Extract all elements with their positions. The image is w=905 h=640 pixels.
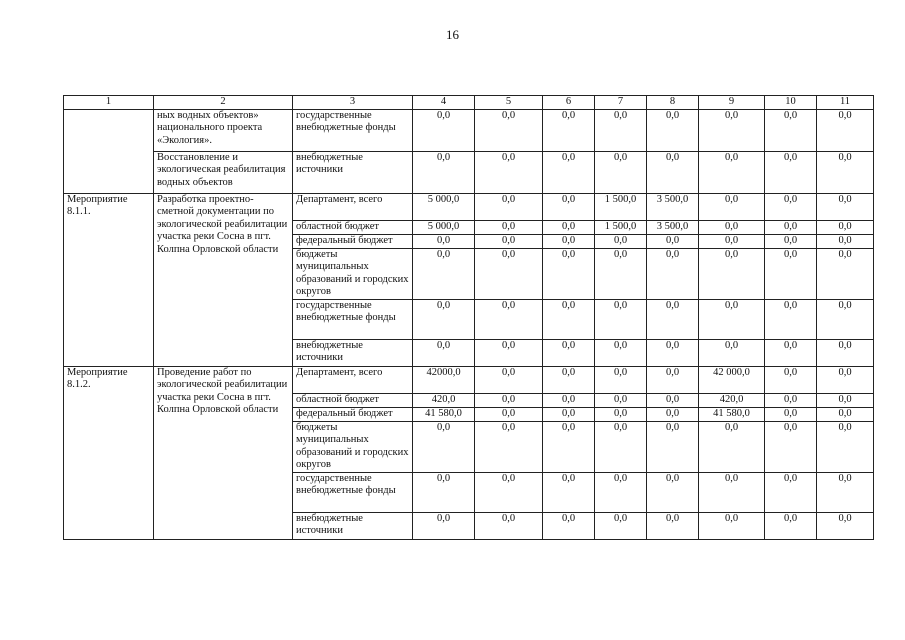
amount-cell: 0,0 <box>647 407 699 421</box>
funding-source-cell: бюджеты муниципальных образований и городских округов <box>293 421 413 472</box>
amount-cell: 0,0 <box>647 248 699 299</box>
description-cell: Разработка проектно-сметной документации по экологической реабилитации участка реки Сосна в пгт. Колпна Орловской области <box>154 193 293 366</box>
amount-cell: 0,0 <box>699 151 765 193</box>
amount-cell: 0,0 <box>413 299 475 339</box>
amount-cell: 0,0 <box>543 472 595 512</box>
column-header: 8 <box>647 96 699 110</box>
amount-cell: 0,0 <box>817 472 874 512</box>
amount-cell: 0,0 <box>817 109 874 151</box>
amount-cell: 0,0 <box>475 421 543 472</box>
amount-cell: 0,0 <box>647 512 699 539</box>
amount-cell: 3 500,0 <box>647 193 699 220</box>
amount-cell: 0,0 <box>543 193 595 220</box>
funding-source-cell: Департамент, всего <box>293 366 413 393</box>
amount-cell: 0,0 <box>765 234 817 248</box>
amount-cell: 0,0 <box>647 109 699 151</box>
amount-cell: 0,0 <box>475 339 543 366</box>
amount-cell: 0,0 <box>765 339 817 366</box>
amount-cell: 0,0 <box>543 339 595 366</box>
amount-cell: 0,0 <box>595 472 647 512</box>
amount-cell: 42000,0 <box>413 366 475 393</box>
amount-cell: 0,0 <box>817 151 874 193</box>
amount-cell: 0,0 <box>817 407 874 421</box>
amount-cell: 0,0 <box>475 220 543 234</box>
description-cell: Восстановление и экологическая реабилитация водных объектов <box>154 151 293 193</box>
table-row <box>64 151 874 193</box>
amount-cell: 0,0 <box>817 366 874 393</box>
amount-cell: 0,0 <box>817 512 874 539</box>
amount-cell: 0,0 <box>475 512 543 539</box>
amount-cell: 0,0 <box>765 248 817 299</box>
amount-cell: 0,0 <box>595 407 647 421</box>
description-cell: ных водных объектов» национального проекта «Экология». <box>154 109 293 151</box>
amount-cell: 1 500,0 <box>595 193 647 220</box>
amount-cell: 5 000,0 <box>413 220 475 234</box>
amount-cell: 0,0 <box>413 151 475 193</box>
amount-cell: 0,0 <box>817 299 874 339</box>
amount-cell: 0,0 <box>595 512 647 539</box>
amount-cell: 0,0 <box>647 393 699 407</box>
funding-source-cell: государственные внебюджетные фонды <box>293 472 413 512</box>
measure-cell <box>64 109 154 193</box>
column-header: 7 <box>595 96 647 110</box>
funding-source-cell: федеральный бюджет <box>293 234 413 248</box>
amount-cell: 0,0 <box>543 299 595 339</box>
amount-cell: 0,0 <box>699 512 765 539</box>
amount-cell: 420,0 <box>699 393 765 407</box>
amount-cell: 0,0 <box>475 393 543 407</box>
funding-source-cell: Департамент, всего <box>293 193 413 220</box>
amount-cell: 0,0 <box>765 472 817 512</box>
amount-cell: 0,0 <box>647 366 699 393</box>
amount-cell: 0,0 <box>475 407 543 421</box>
amount-cell: 0,0 <box>765 193 817 220</box>
funding-source-cell: бюджеты муниципальных образований и городских округов <box>293 248 413 299</box>
amount-cell: 0,0 <box>413 421 475 472</box>
column-header: 5 <box>475 96 543 110</box>
amount-cell: 0,0 <box>543 366 595 393</box>
amount-cell: 0,0 <box>765 512 817 539</box>
funding-source-cell: государственные внебюджетные фонды <box>293 299 413 339</box>
amount-cell: 0,0 <box>817 193 874 220</box>
amount-cell: 41 580,0 <box>413 407 475 421</box>
amount-cell: 0,0 <box>765 151 817 193</box>
amount-cell: 0,0 <box>699 299 765 339</box>
amount-cell: 0,0 <box>765 299 817 339</box>
amount-cell: 0,0 <box>543 248 595 299</box>
amount-cell: 1 500,0 <box>595 220 647 234</box>
column-header: 3 <box>293 96 413 110</box>
amount-cell: 0,0 <box>413 472 475 512</box>
amount-cell: 0,0 <box>817 393 874 407</box>
amount-cell: 0,0 <box>765 407 817 421</box>
amount-cell: 42 000,0 <box>699 366 765 393</box>
amount-cell: 0,0 <box>817 421 874 472</box>
amount-cell: 0,0 <box>475 472 543 512</box>
funding-source-cell: федеральный бюджет <box>293 407 413 421</box>
amount-cell: 0,0 <box>647 151 699 193</box>
amount-cell: 0,0 <box>699 109 765 151</box>
amount-cell: 0,0 <box>699 234 765 248</box>
amount-cell: 0,0 <box>765 220 817 234</box>
amount-cell: 0,0 <box>647 299 699 339</box>
amount-cell: 0,0 <box>475 109 543 151</box>
amount-cell: 0,0 <box>595 299 647 339</box>
amount-cell: 0,0 <box>699 248 765 299</box>
amount-cell: 0,0 <box>817 234 874 248</box>
amount-cell: 0,0 <box>595 151 647 193</box>
amount-cell: 0,0 <box>543 421 595 472</box>
measure-cell: Мероприятие 8.1.2. <box>64 366 154 539</box>
amount-cell: 0,0 <box>543 393 595 407</box>
amount-cell: 0,0 <box>647 472 699 512</box>
amount-cell: 0,0 <box>595 109 647 151</box>
amount-cell: 0,0 <box>699 193 765 220</box>
amount-cell: 5 000,0 <box>413 193 475 220</box>
column-header: 9 <box>699 96 765 110</box>
amount-cell: 0,0 <box>817 248 874 299</box>
amount-cell: 0,0 <box>765 366 817 393</box>
funding-source-cell: государственные внебюджетные фонды <box>293 109 413 151</box>
amount-cell: 0,0 <box>699 421 765 472</box>
funding-source-cell: внебюджетные источники <box>293 339 413 366</box>
amount-cell: 0,0 <box>543 234 595 248</box>
amount-cell: 0,0 <box>817 339 874 366</box>
table-row <box>64 109 874 151</box>
page-number: 16 <box>446 27 459 42</box>
amount-cell: 0,0 <box>647 234 699 248</box>
amount-cell: 0,0 <box>543 512 595 539</box>
amount-cell: 0,0 <box>765 393 817 407</box>
amount-cell: 0,0 <box>413 339 475 366</box>
amount-cell: 0,0 <box>595 421 647 472</box>
amount-cell: 0,0 <box>647 421 699 472</box>
amount-cell: 0,0 <box>475 299 543 339</box>
table-row <box>64 366 874 393</box>
table-row <box>64 193 874 220</box>
amount-cell: 0,0 <box>699 339 765 366</box>
amount-cell: 0,0 <box>699 220 765 234</box>
amount-cell: 0,0 <box>765 109 817 151</box>
description-cell: Проведение работ по экологической реабилитации участка реки Сосна в пгт. Колпна Орловской области <box>154 366 293 539</box>
amount-cell: 0,0 <box>595 366 647 393</box>
amount-cell: 0,0 <box>595 248 647 299</box>
column-header: 2 <box>154 96 293 110</box>
column-header: 11 <box>817 96 874 110</box>
amount-cell: 0,0 <box>543 151 595 193</box>
amount-cell: 0,0 <box>475 248 543 299</box>
amount-cell: 0,0 <box>413 109 475 151</box>
amount-cell: 41 580,0 <box>699 407 765 421</box>
amount-cell: 0,0 <box>475 234 543 248</box>
amount-cell: 0,0 <box>475 193 543 220</box>
amount-cell: 0,0 <box>647 339 699 366</box>
amount-cell: 0,0 <box>699 472 765 512</box>
amount-cell: 0,0 <box>413 512 475 539</box>
amount-cell: 0,0 <box>595 234 647 248</box>
amount-cell: 0,0 <box>543 220 595 234</box>
amount-cell: 0,0 <box>543 407 595 421</box>
amount-cell: 0,0 <box>413 234 475 248</box>
column-header: 10 <box>765 96 817 110</box>
amount-cell: 3 500,0 <box>647 220 699 234</box>
amount-cell: 0,0 <box>413 248 475 299</box>
funding-source-cell: внебюджетные источники <box>293 151 413 193</box>
column-header: 1 <box>64 96 154 110</box>
funding-source-cell: областной бюджет <box>293 220 413 234</box>
amount-cell: 0,0 <box>475 366 543 393</box>
column-header: 4 <box>413 96 475 110</box>
amount-cell: 0,0 <box>595 339 647 366</box>
funding-source-cell: областной бюджет <box>293 393 413 407</box>
funding-source-cell: внебюджетные источники <box>293 512 413 539</box>
amount-cell: 0,0 <box>817 220 874 234</box>
measure-cell: Мероприятие 8.1.1. <box>64 193 154 366</box>
budget-table <box>63 95 874 540</box>
amount-cell: 0,0 <box>765 421 817 472</box>
column-header: 6 <box>543 96 595 110</box>
column-number-row <box>64 96 874 110</box>
amount-cell: 0,0 <box>475 151 543 193</box>
amount-cell: 0,0 <box>595 393 647 407</box>
amount-cell: 0,0 <box>543 109 595 151</box>
amount-cell: 420,0 <box>413 393 475 407</box>
